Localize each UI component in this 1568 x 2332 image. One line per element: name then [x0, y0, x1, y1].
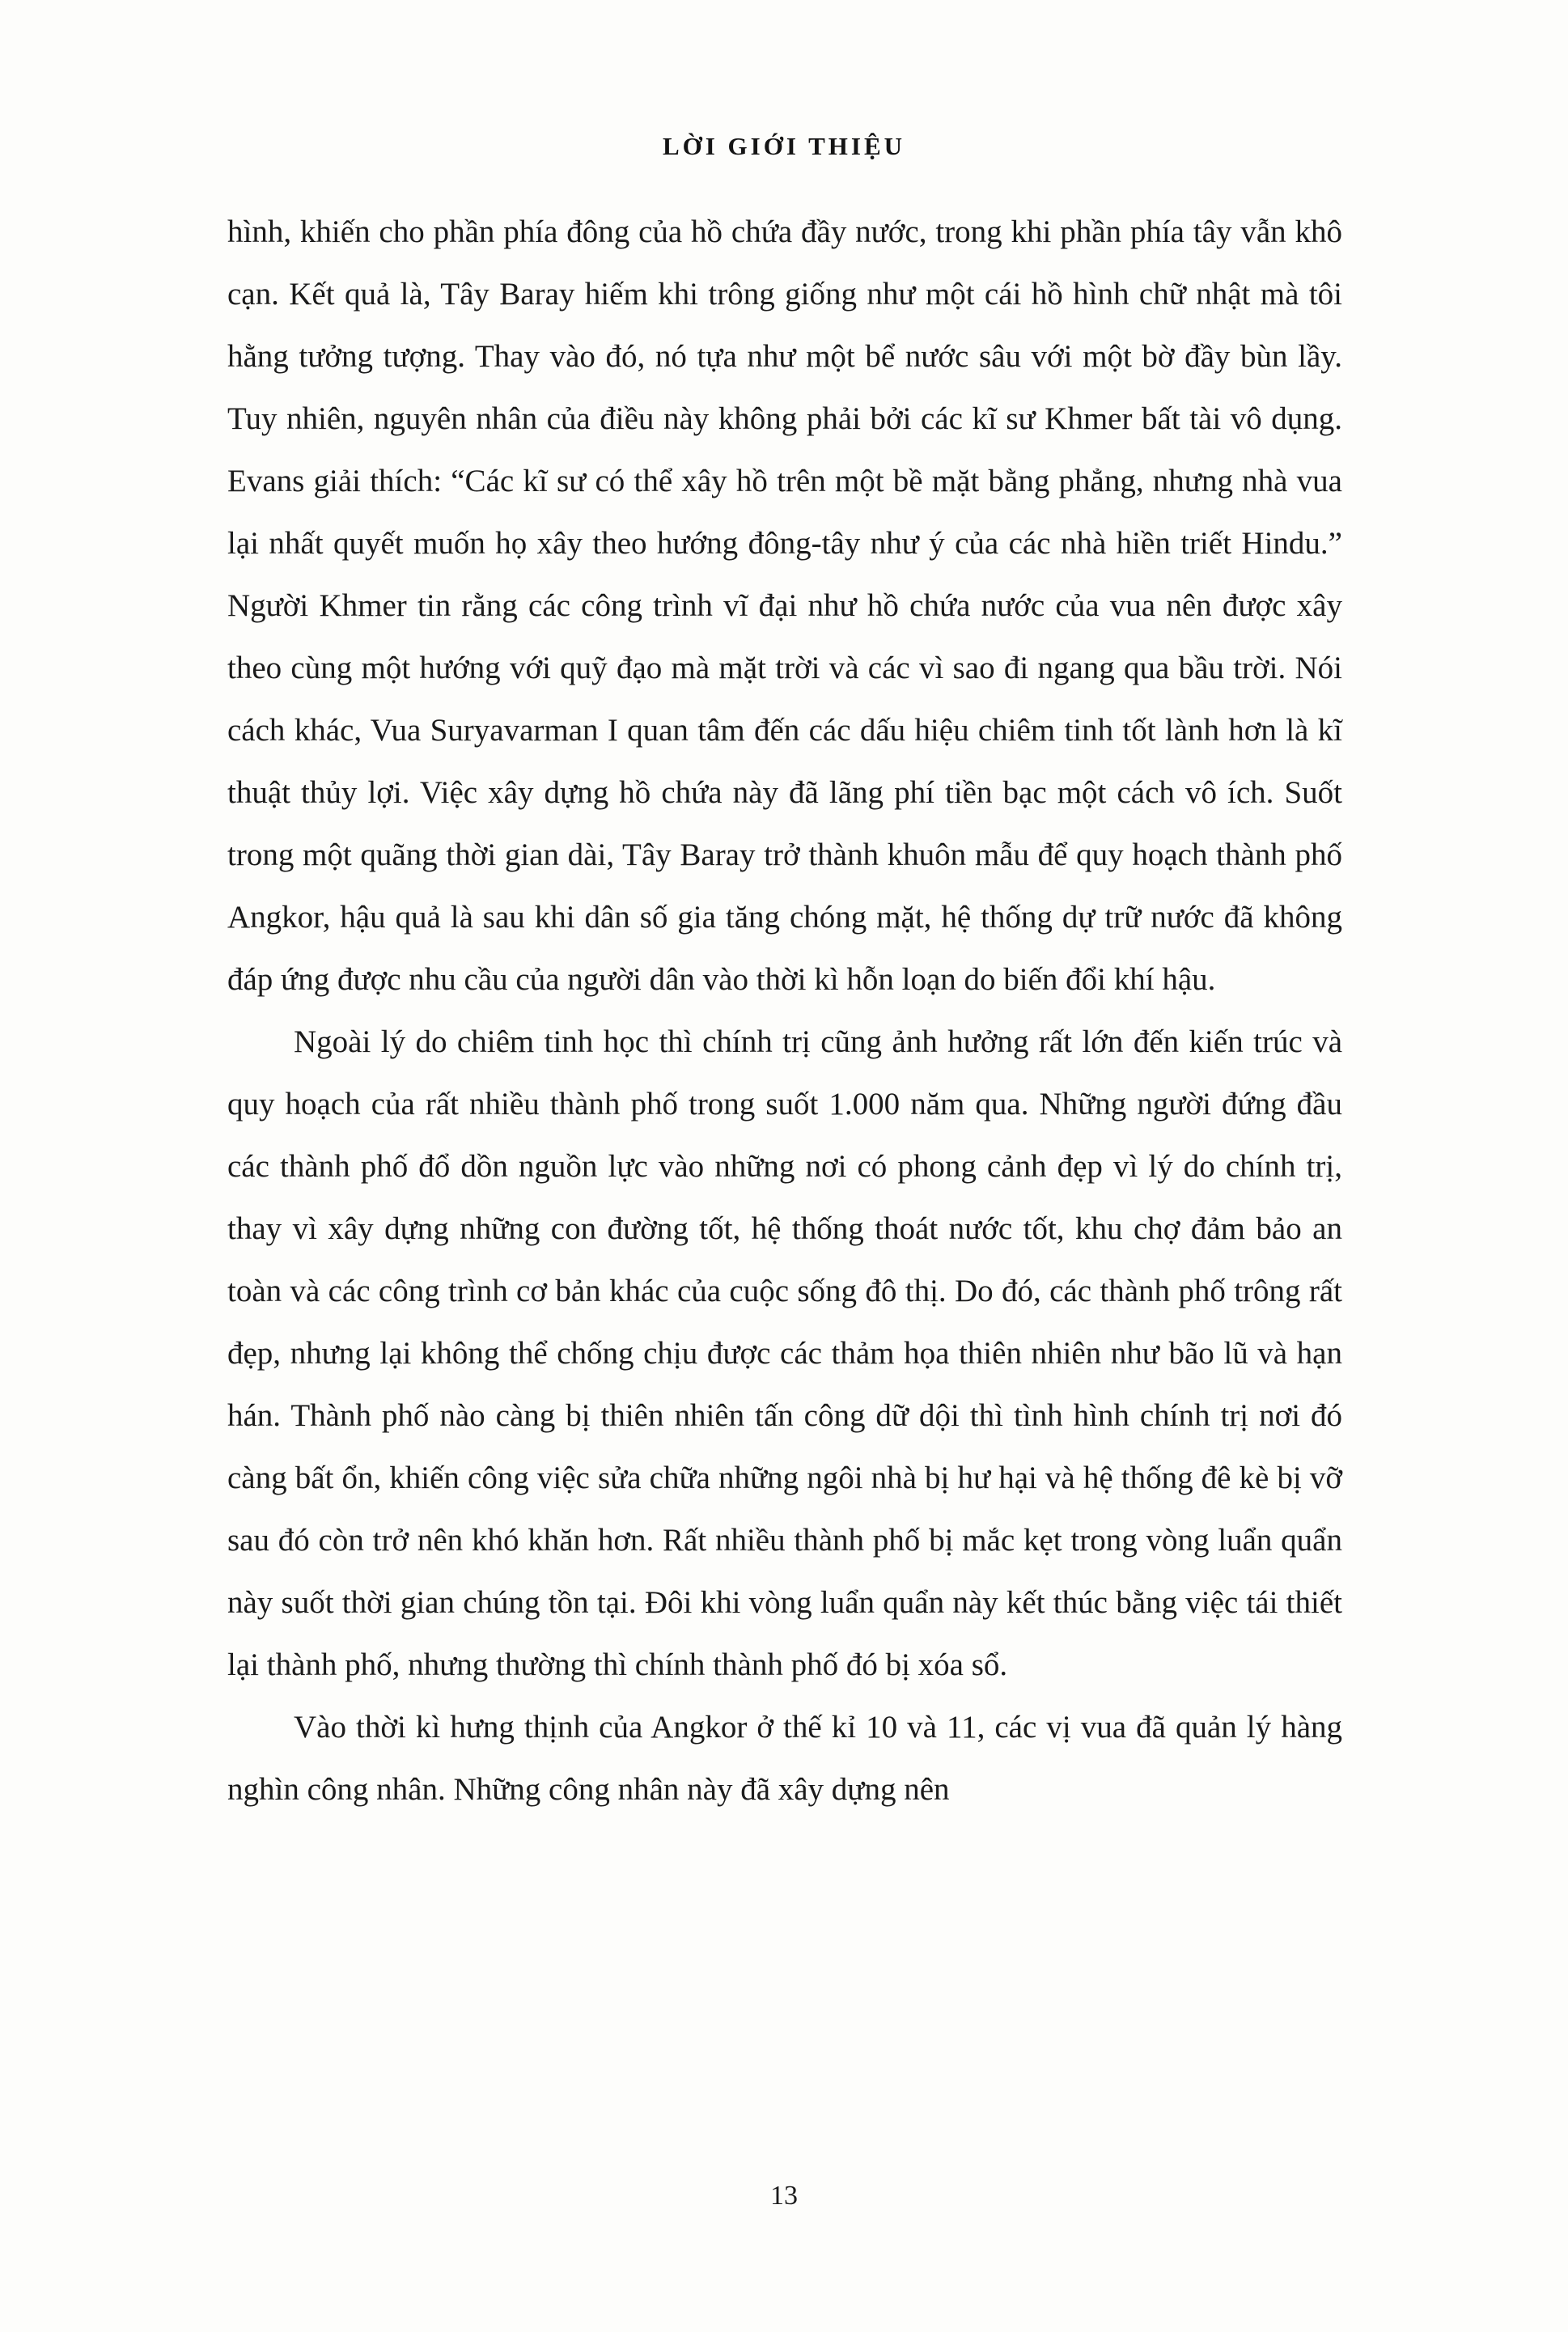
- page-body: [227, 201, 1342, 1821]
- running-header: LỜI GIỚI THIỆU: [662, 132, 906, 160]
- page-number: 13: [770, 2181, 798, 2211]
- paragraph-angkor-workers: Vào thời kì hưng thịnh của Angkor ở thế kỉ 10 và 11, các vị vua đã quản lý hàng nghìn công nhân. Những công nhân này đã xây dựng nên: [227, 1710, 1342, 1807]
- paragraph-continuation: hình, khiến cho phần phía đông của hồ chứa đầy nước, trong khi phần phía tây vẫn khô cạn. Kết quả là, Tây Baray hiếm khi trông giống như một cái hồ hình chữ nhật mà tôi hằng tưởng tượng. Thay vào đó, nó tựa như một bể nước sâu với một bờ đầy bùn lầy. Tuy nhiên, nguyên nhân của điều này không phải bởi các kĩ sư Khmer bất tài vô dụng. Evans giải thích: “Các kĩ sư có thể xây hồ trên một bề mặt bằng phẳng, nhưng nhà vua lại nhất quyết muốn họ xây theo hướng đông-tây như ý của các nhà hiền triết Hindu.” Người Khmer tin rằng các công trình vĩ đại như hồ chứa nước của vua nên được xây theo cùng một hướng với quỹ đạo mà mặt trời và các vì sao đi ngang qua bầu trời. Nói cách khác, Vua Suryavarman I quan tâm đến các dấu hiệu chiêm tinh tốt lành hơn là kĩ thuật thủy lợi. Việc xây dựng hồ chứa này đã lãng phí tiền bạc một cách vô ích. Suốt trong một quãng thời gian dài, Tây Baray trở thành khuôn mẫu để quy hoạch thành phố Angkor, hậu quả là sau khi dân số gia tăng chóng mặt, hệ thống dự trữ nước đã không đáp ứng được nhu cầu của người dân vào thời kì hỗn loạn do biến đổi khí hậu.: [227, 214, 1342, 997]
- paragraph-politics: Ngoài lý do chiêm tinh học thì chính trị cũng ảnh hưởng rất lớn đến kiến trúc và quy hoạch của rất nhiều thành phố trong suốt 1.000 năm qua. Những người đứng đầu các thành phố đổ dồn nguồn lực vào những nơi có phong cảnh đẹp vì lý do chính trị, thay vì xây dựng những con đường tốt, hệ thống thoát nước tốt, khu chợ đảm bảo an toàn và các công trình cơ bản khác của cuộc sống đô thị. Do đó, các thành phố trông rất đẹp, nhưng lại không thể chống chịu được các thảm họa thiên nhiên như bão lũ và hạn hán. Thành phố nào càng bị thiên nhiên tấn công dữ dội thì tình hình chính trị nơi đó càng bất ổn, khiến công việc sửa chữa những ngôi nhà bị hư hại và hệ thống đê kè bị vỡ sau đó còn trở nên khó khăn hơn. Rất nhiều thành phố bị mắc kẹt trong vòng luẩn quẩn này suốt thời gian chúng tồn tại. Đôi khi vòng luẩn quẩn này kết thúc bằng việc tái thiết lại thành phố, nhưng thường thì chính thành phố đó bị xóa sổ.: [227, 1024, 1342, 1682]
